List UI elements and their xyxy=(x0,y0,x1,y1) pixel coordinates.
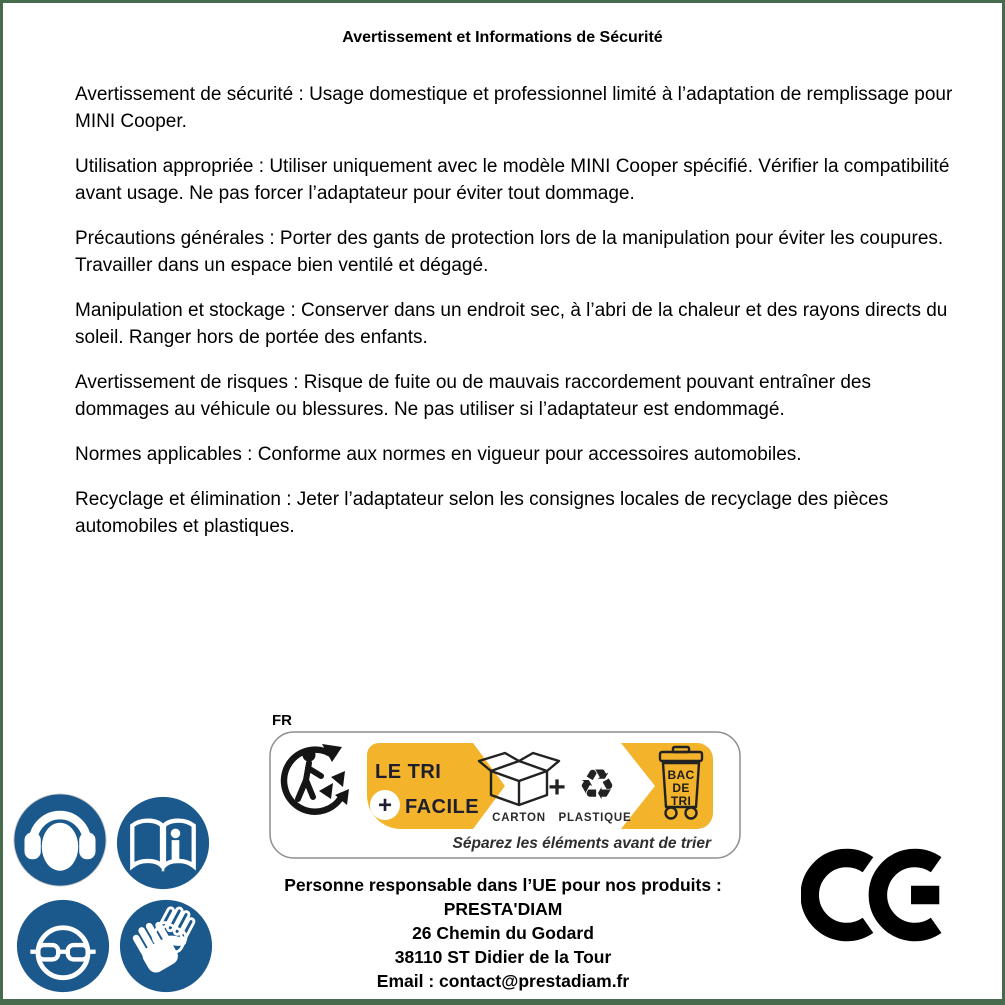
bin-label-bac: BAC xyxy=(667,768,695,782)
page-title: Avertissement et Informations de Sécurité xyxy=(342,29,663,46)
tri-facile-line1: LE TRI xyxy=(375,761,442,783)
le-tri-facile-recycling-badge xyxy=(269,731,741,859)
safety-paragraph: Normes applicables : Conforme aux normes en vigueur pour accessoires automobiles. xyxy=(75,444,802,465)
safety-paragraph: Avertissement de risques : Risque de fuite ou de mauvais raccordement pouvant entraîner des dommages au véhicule ou blessures. Ne pas utiliser si l’adaptateur est endommagé. xyxy=(75,372,871,420)
wear-ear-protection-icon xyxy=(12,792,108,888)
safety-paragraph: Manipulation et stockage : Conserver dans un endroit sec, à l’abri de la chaleur et des rayons directs du soleil. Ranger hors de portée des enfants. xyxy=(75,300,948,348)
contact-line: Personne responsable dans l’UE pour nos produits : xyxy=(284,875,722,895)
responsible-person-block xyxy=(253,873,753,993)
bin-label-de: DE xyxy=(672,781,690,795)
safety-text-block xyxy=(75,81,955,558)
sorting-tagline: Séparez les éléments avant de trier xyxy=(452,835,711,852)
read-instruction-manual-icon xyxy=(115,795,211,891)
safety-paragraph: Recyclage et élimination : Jeter l’adaptateur selon les consignes locales de recyclage des pièces automobiles et plastiques. xyxy=(75,489,889,537)
company-name: PRESTA'DIAM xyxy=(443,899,563,919)
contact-email: Email : contact@prestadiam.fr xyxy=(376,971,630,991)
carton-label: CARTON xyxy=(492,812,546,824)
safety-paragraph: Précautions générales : Porter des gants de protection lors de la manipulation pour éviter les coupures. Travailler dans un espace bien ventilé et dégagé. xyxy=(75,228,944,276)
plastique-label: PLASTIQUE xyxy=(558,812,632,824)
address-city: 38110 ST Didier de la Tour xyxy=(394,947,612,967)
wear-protective-gloves-icon xyxy=(118,898,214,994)
tri-facile-line2: FACILE xyxy=(405,796,480,818)
safety-paragraph: Avertissement de sécurité : Usage domestique et professionnel limité à l’adaptation de remplissage pour MINI Cooper. xyxy=(75,84,953,132)
fr-country-label: FR xyxy=(272,712,292,729)
safety-paragraph: Utilisation appropriée : Utiliser uniquement avec le modèle MINI Cooper spécifié. Vérifier la compatibilité avant usage. Ne pas forcer l’adaptateur pour éviter tout dommage. xyxy=(75,156,950,204)
ce-mark-logo xyxy=(801,845,949,945)
plus-sign: + xyxy=(548,771,566,804)
address-street: 26 Chemin du Godard xyxy=(412,923,594,943)
plastique-recycle-icon: ♻ xyxy=(578,760,616,809)
wear-eye-protection-icon xyxy=(15,898,111,994)
plus-in-circle: + xyxy=(377,792,393,819)
bin-label-tri: TRI xyxy=(670,794,692,808)
